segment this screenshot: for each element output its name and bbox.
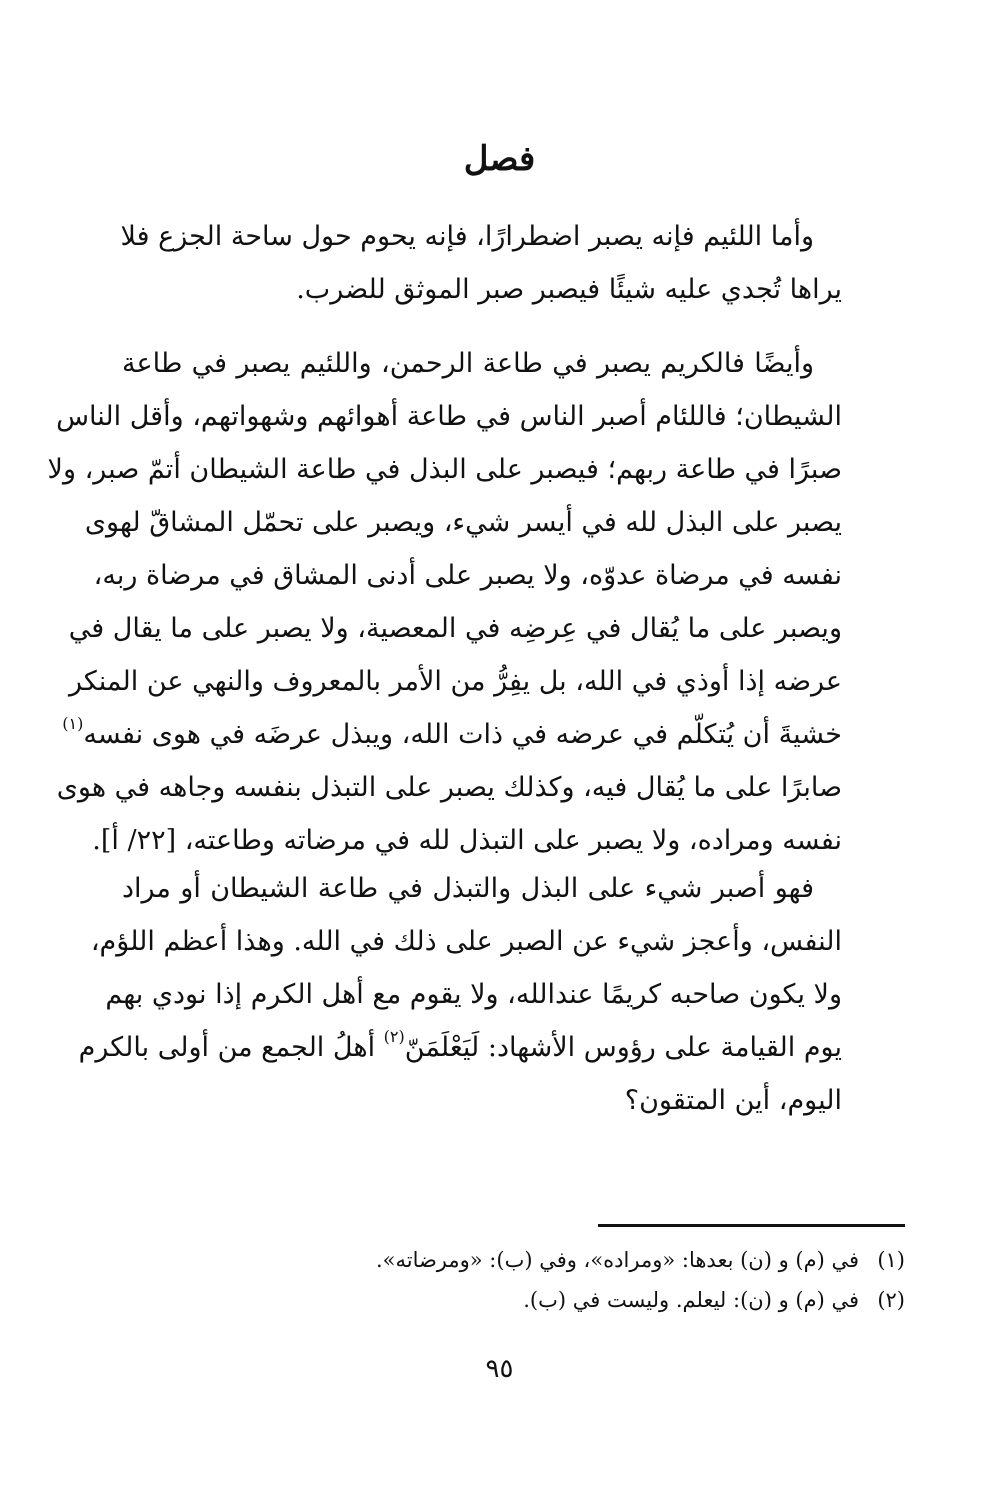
text-line: وأما اللئيم فإنه يصبر اضطرارًا، فإنه يحوم حول ساحة الجزع فلا bbox=[120, 221, 814, 252]
footnotes bbox=[185, 1240, 905, 1320]
text-line-with-ref bbox=[62, 708, 842, 761]
text-line: ويصبر على ما يُقال في عِرضِه في المعصية، ولا يصبر على ما يقال في bbox=[68, 613, 842, 644]
footnote-number: (١) bbox=[877, 1248, 905, 1272]
footnote-text: في (م) و (ن): ليعلم. وليست في (ب). bbox=[523, 1288, 859, 1312]
footnote-ref-2: (٢) bbox=[383, 1027, 405, 1046]
text-segment: خشيةَ أن يُتكلّم في عرضه في ذات الله، ويبذل عرضَه في هوى نفسه bbox=[83, 719, 842, 750]
paragraph-2 bbox=[47, 337, 842, 867]
section-heading: فصل bbox=[463, 139, 536, 179]
text-line-with-ref bbox=[78, 1021, 842, 1074]
footnote-2 bbox=[185, 1280, 905, 1320]
footnote-1 bbox=[185, 1240, 905, 1280]
footnote-separator bbox=[598, 1224, 905, 1227]
text-segment: أهلُ الجمع من أولى بالكرم bbox=[78, 1032, 376, 1063]
paragraph-3 bbox=[78, 862, 842, 1127]
text-line: اليوم، أين المتقون؟ bbox=[624, 1085, 842, 1116]
footnote-text: في (م) و (ن) بعدها: «ومراده»، وفي (ب): «ومرضاته». bbox=[375, 1248, 859, 1272]
text-segment: يوم القيامة على رؤوس الأشهاد: لَيَعْلَمَنّ bbox=[404, 1032, 842, 1063]
paragraph-1 bbox=[122, 210, 842, 316]
text-line: يصبر على البذل لله في أيسر شيء، ويصبر على تحمّل المشاقّ لهوى bbox=[84, 507, 842, 538]
text-line: فهو أصبر شيء على البذل والتبذل في طاعة الشيطان أو مراد bbox=[122, 873, 814, 904]
footnote-number: (٢) bbox=[877, 1288, 905, 1312]
footnote-ref-1: (١) bbox=[62, 714, 84, 733]
text-line: الشيطان؛ فاللئام أصبر الناس في طاعة أهوائهم وشهواتهم، وأقل الناس bbox=[56, 401, 842, 432]
text-line: النفس، وأعجز شيء عن الصبر على ذلك في الله. وهذا أعظم اللؤم، bbox=[90, 926, 842, 957]
text-line: صبرًا في طاعة ربهم؛ فيصبر على البذل في طاعة الشيطان أتمّ صبر، ولا bbox=[47, 454, 842, 485]
text-line: صابرًا على ما يُقال فيه، وكذلك يصبر على التبذل بنفسه وجاهه في هوى bbox=[56, 772, 842, 803]
text-line: وأيضًا فالكريم يصبر في طاعة الرحمن، واللئيم يصبر في طاعة bbox=[122, 348, 814, 379]
text-line: نفسه ومراده، ولا يصبر على التبذل لله في مرضاته وطاعته، [٢٢/ أ]. bbox=[92, 825, 842, 856]
text-line: يراها تُجدي عليه شيئًا فيصبر صبر الموثق للضرب. bbox=[296, 274, 842, 305]
text-line: عرضه إذا أوذي في الله، بل يفِرُّ من الأمر بالمعروف والنهي عن المنكر bbox=[68, 666, 842, 697]
text-line: ولا يكون صاحبه كريمًا عندالله، ولا يقوم مع أهل الكرم إذا نودي بهم bbox=[105, 979, 842, 1010]
page-number: ٩٥ bbox=[485, 1354, 514, 1384]
text-line: نفسه في مرضاة عدوّه، ولا يصبر على أدنى المشاق في مرضاة ربه، bbox=[93, 560, 842, 591]
